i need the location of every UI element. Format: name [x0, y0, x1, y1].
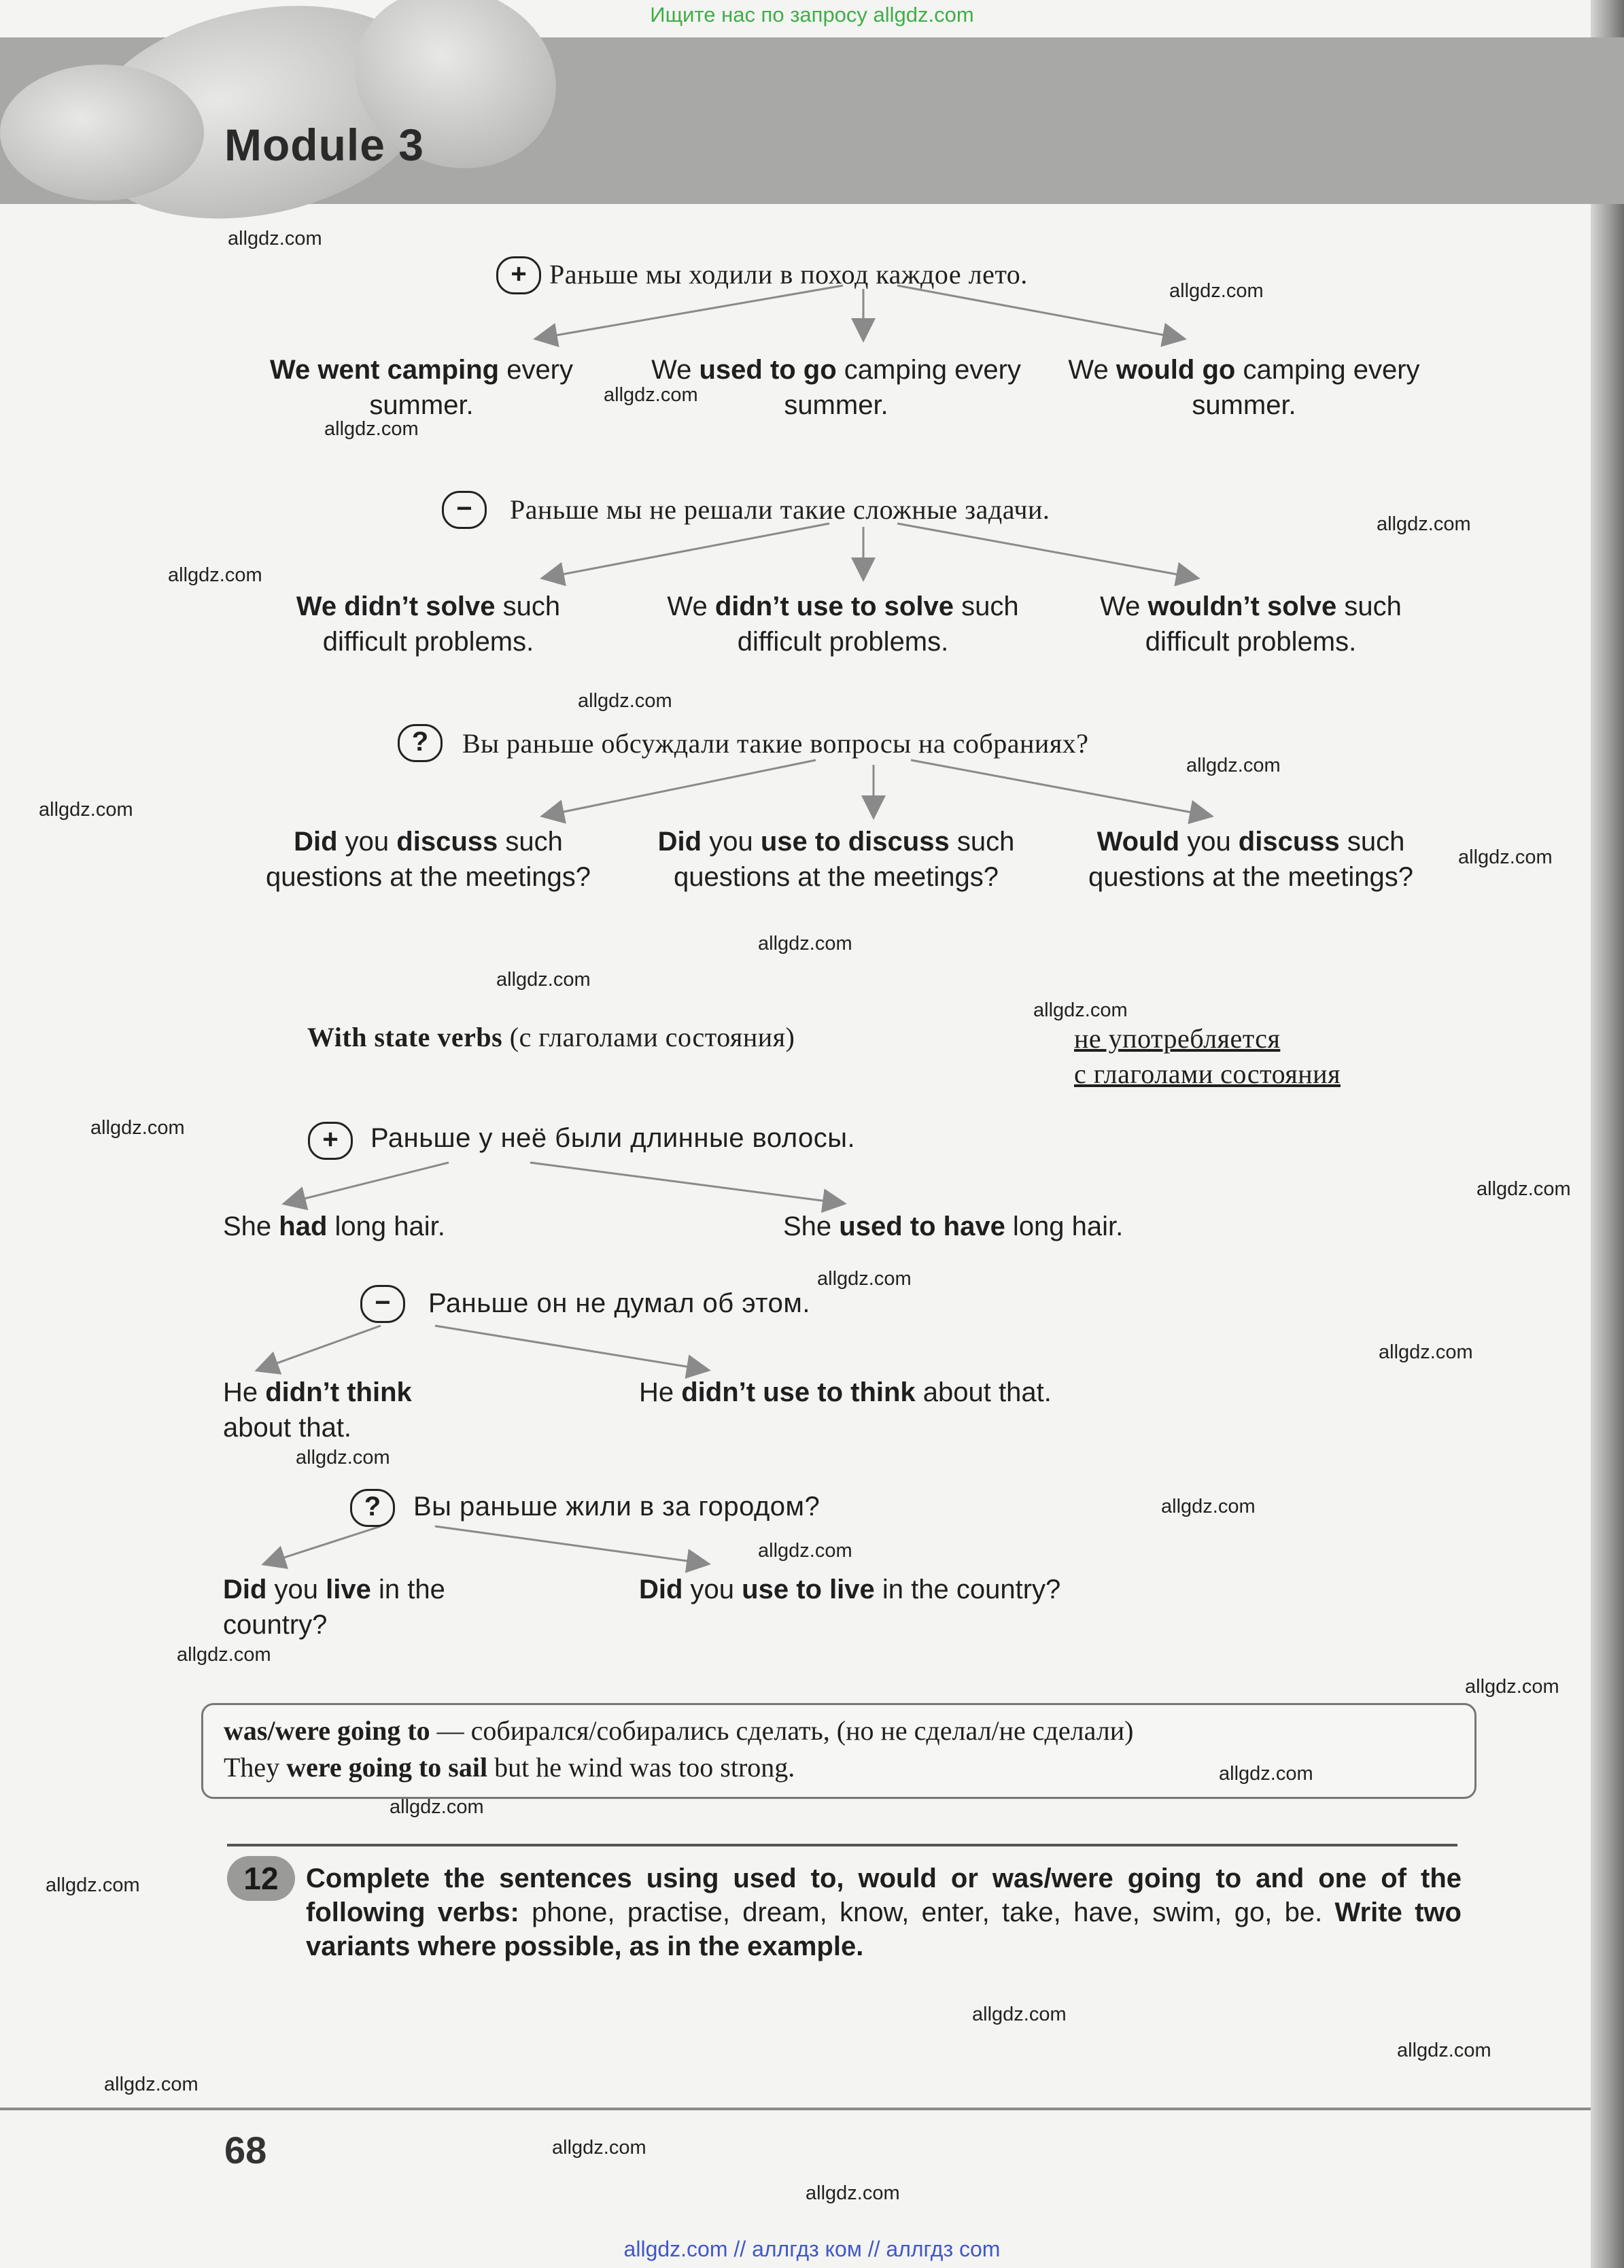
example-would-negative: We wouldn’t solve such difficult problems. — [1100, 591, 1402, 657]
watermark-link[interactable]: allgdz.com — [1033, 999, 1128, 1021]
going-to-rule-line2: They were going to sail but he wind was too strong. — [224, 1752, 795, 1783]
watermark-link[interactable]: allgdz.com — [1458, 846, 1553, 868]
example-ru-question: Вы раньше обсуждали такие вопросы на собраниях? — [462, 728, 1089, 759]
watermark-link[interactable]: allgdz.com — [604, 384, 698, 406]
top-banner[interactable]: Ищите нас по запросу allgdz.com — [650, 3, 974, 27]
watermark-link[interactable]: allgdz.com — [46, 1874, 140, 1896]
page-number: 68 — [224, 2129, 267, 2171]
example-ru-negative: Раньше мы не решали такие сложные задачи. — [510, 494, 1050, 525]
going-to-rule-line1: was/were going to — собирался/собирались сделать, (но не сделал/не сделали) — [224, 1715, 1134, 1746]
watermark-link[interactable]: allgdz.com — [578, 690, 672, 712]
example-used-to-question: Did you use to discuss such questions at the meetings? — [657, 827, 1015, 892]
example-used-to: We used to go camping every summer. — [651, 355, 1021, 420]
example-past-simple-question: Did you discuss such questions at the meetings? — [265, 827, 591, 892]
watermark-link[interactable]: allgdz.com — [496, 969, 591, 991]
state-past-simple-negative: He didn’t think about that. — [223, 1377, 412, 1443]
example-would-question: Would you discuss such questions at the meetings? — [1088, 827, 1414, 892]
state-verbs-note-line2: с глаголами состояния — [1074, 1059, 1341, 1089]
watermark-link[interactable]: allgdz.com — [1186, 755, 1281, 776]
watermark-link[interactable]: allgdz.com — [228, 228, 322, 250]
task-number-badge: 12 — [227, 1856, 295, 1901]
watermark-link[interactable]: allgdz.com — [1377, 513, 1471, 535]
watermark-link[interactable]: allgdz.com — [1219, 1763, 1313, 1785]
watermark-link[interactable]: allgdz.com — [39, 799, 133, 821]
question-sign-icon: ? — [398, 724, 443, 762]
plus-sign-icon: + — [496, 256, 541, 294]
question-sign-icon: ? — [350, 1489, 395, 1527]
example-ru-affirmative: Раньше мы ходили в поход каждое лето. — [549, 259, 1028, 290]
watermark-link[interactable]: allgdz.com — [1397, 2040, 1491, 2061]
watermark-link[interactable]: allgdz.com — [817, 1268, 912, 1290]
watermark-link[interactable]: allgdz.com — [390, 1796, 484, 1818]
state-verbs-heading: With state verbs (с глаголами состояния) — [307, 1022, 795, 1052]
task-instructions: Complete the sentences using used to, would or was/were going to and one of the following verbs: phone, practise, dream, know, enter, take, have, swim, go, be. Write two variants where possible, as in the example. — [306, 1863, 1462, 1961]
watermark-link[interactable]: allgdz.com — [1476, 1178, 1571, 1200]
state-ru-affirmative: Раньше у неё были длинные волосы. — [370, 1123, 856, 1153]
watermark-link[interactable]: allgdz.com — [324, 418, 419, 440]
state-past-simple-question: Did you live in the country? — [223, 1575, 445, 1640]
example-would: We would go camping every summer. — [1068, 355, 1420, 420]
minus-sign-icon: − — [442, 491, 487, 529]
state-used-to-question: Did you use to live in the country? — [639, 1575, 1061, 1604]
watermark-link[interactable]: allgdz.com — [168, 564, 262, 586]
watermark-link[interactable]: allgdz.com — [296, 1447, 390, 1468]
state-ru-negative: Раньше он не думал об этом. — [428, 1288, 810, 1318]
example-past-simple: We went camping every summer. — [269, 355, 574, 420]
watermark-link[interactable]: allgdz.com — [177, 1644, 271, 1666]
state-used-to: She used to have long hair. — [783, 1212, 1124, 1241]
watermark-link[interactable]: allgdz.com — [1379, 1341, 1473, 1363]
module-title: Module 3 — [224, 120, 425, 170]
watermark-link[interactable]: allgdz.com — [104, 2074, 198, 2095]
watermark-link[interactable]: allgdz.com — [552, 2137, 646, 2159]
plus-sign-icon: + — [308, 1122, 353, 1160]
state-past-simple: She had long hair. — [223, 1212, 445, 1241]
example-past-simple-negative: We didn’t solve such difficult problems. — [296, 591, 561, 657]
state-verbs-note — [1074, 1021, 1341, 1092]
state-verbs-note-line1: не употребляется — [1074, 1023, 1281, 1054]
minus-sign-icon: − — [360, 1285, 405, 1323]
task-divider — [227, 1844, 1457, 1846]
state-ru-question: Вы раньше жили в за городом? — [413, 1492, 820, 1522]
state-used-to-negative: He didn’t use to think about that. — [639, 1377, 1052, 1407]
watermark-link[interactable]: allgdz.com — [1169, 280, 1264, 302]
bottom-banner[interactable]: allgdz.com // аллгдз ком // аллгдз com — [623, 2237, 1001, 2261]
watermark-link[interactable]: allgdz.com — [758, 1540, 852, 1562]
watermark-link[interactable]: allgdz.com — [1161, 1496, 1256, 1517]
example-used-to-negative: We didn’t use to solve such difficult problems. — [667, 591, 1019, 657]
watermark-link[interactable]: allgdz.com — [972, 2004, 1067, 2025]
watermark-link[interactable]: allgdz.com — [1465, 1676, 1559, 1698]
footer-rule — [0, 2108, 1591, 2110]
watermark-link[interactable]: allgdz.com — [758, 933, 852, 955]
watermark-link[interactable]: allgdz.com — [806, 2182, 900, 2204]
watermark-link[interactable]: allgdz.com — [90, 1117, 185, 1139]
